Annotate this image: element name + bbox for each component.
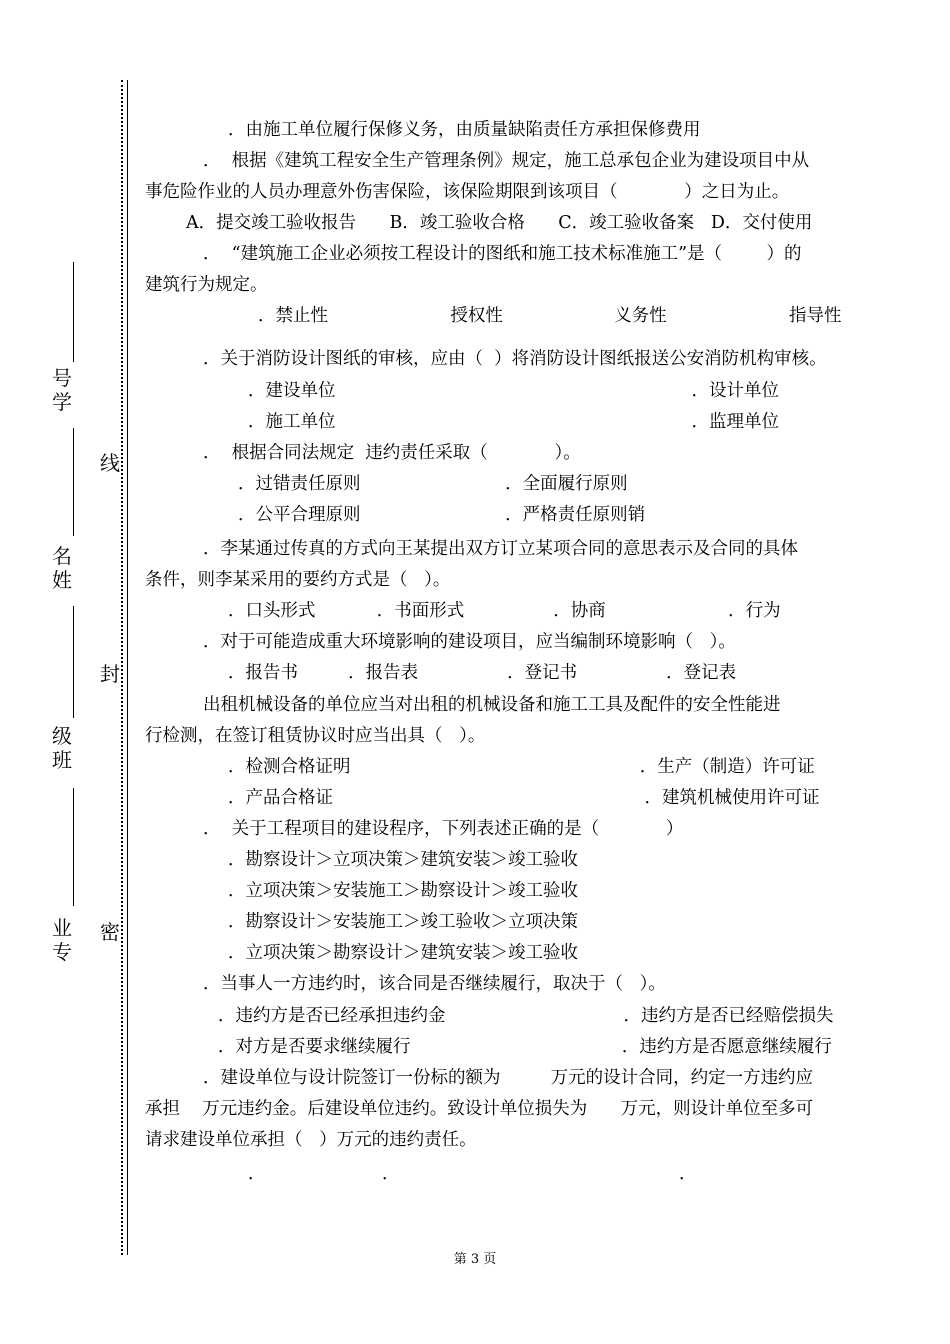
option-line: ．勘察设计＞立项决策＞建筑安装＞竣工验收	[228, 850, 578, 870]
binding-dotted-line	[121, 80, 128, 1255]
question-line: 出租机械设备的单位应当对出租的机械设备和施工工具及配件的安全性能进	[203, 695, 781, 715]
option-line: ．对方是否要求继续履行 ．违约方是否愿意继续履行	[218, 1037, 832, 1057]
option-line: ．产品合格证 ．建筑机械使用许可证	[228, 788, 820, 808]
name-label: 名姓	[52, 544, 72, 592]
option-line: ．口头形式 ．书面形式 ．协商 ．行为	[228, 601, 781, 621]
option-line: ．建设单位 ．设计单位	[248, 381, 780, 401]
option-line: ．	[248, 1164, 266, 1184]
option-line: ．	[382, 1164, 400, 1184]
option-line: ．禁止性 授权性 义务性 指导性	[258, 306, 842, 326]
option-line: ．立项决策＞安装施工＞勘察设计＞竣工验收	[228, 881, 578, 901]
option-line: ．公平合理原则 ．严格责任原则销	[238, 505, 646, 525]
question-line: 建筑行为规定。	[145, 275, 268, 295]
side-rule	[73, 262, 74, 362]
question-line: ． 根据合同法规定 违约责任采取（ ）。	[203, 443, 581, 463]
student-id-label: 号学	[52, 366, 72, 414]
seal-char-secret: 密	[100, 920, 120, 944]
option-line: ．	[679, 1164, 697, 1184]
question-line: 行检测，在签订租赁协议时应当出具（ ）。	[145, 726, 486, 746]
question-line: ．关于消防设计图纸的审核，应由（ ）将消防设计图纸报送公安消防机构审核。	[203, 349, 827, 369]
option-line: A．提交竣工验收报告 B．竣工验收合格 C．竣工验收备案 D．交付使用	[186, 213, 813, 233]
question-line: ．李某通过传真的方式向王某提出双方订立某项合同的意思表示及合同的具体	[203, 539, 798, 559]
question-line: ． “建筑施工企业必须按工程设计的图纸和施工技术标准施工”是（ ）的	[203, 244, 802, 264]
seal-char-seal: 封	[100, 662, 120, 686]
question-line: 条件，则李某采用的要约方式是（ ）。	[145, 570, 451, 590]
option-line: ．检测合格证明 ．生产（制造）许可证	[228, 757, 815, 777]
question-line: 请求建设单位承担（ ）万元的违约责任。	[145, 1130, 477, 1150]
side-rule	[73, 428, 74, 536]
seal-char-line: 线	[100, 451, 120, 475]
question-line: ． 关于工程项目的建设程序，下列表述正确的是（ ）	[203, 819, 684, 839]
side-rule	[73, 788, 74, 906]
option-line: ．施工单位 ．监理单位	[248, 412, 780, 432]
question-line: ． 根据《建筑工程安全生产管理条例》规定，施工总承包企业为建设项目中从	[203, 151, 810, 171]
question-line: 事危险作业的人员办理意外伤害保险，该保险期限到该项目（ ）之日为止。	[145, 182, 790, 202]
question-line: ．建设单位与设计院签订一份标的额为 万元的设计合同，约定一方违约应	[203, 1068, 814, 1088]
option-line: ．勘察设计＞安装施工＞竣工验收＞立项决策	[228, 912, 578, 932]
page-number: 第 3 页	[453, 1252, 497, 1267]
option-line: ．违约方是否已经承担违约金 ．违约方是否已经赔偿损失	[218, 1006, 834, 1026]
option-line: ．过错责任原则 ．全面履行原则	[238, 474, 628, 494]
question-line: ．对于可能造成重大环境影响的建设项目，应当编制环境影响（ ）。	[203, 632, 736, 652]
question-line: 承担 万元违约金。后建设单位违约。致设计单位损失为 万元，则设计单位至多可	[145, 1099, 814, 1119]
option-line: ．由施工单位履行保修义务，由质量缺陷责任方承担保修费用	[228, 120, 701, 140]
question-line: ．当事人一方违约时，该合同是否继续履行，取决于（ ）。	[203, 974, 666, 994]
side-rule	[73, 606, 74, 718]
major-label: 业专	[52, 916, 72, 964]
option-line: ．报告书 ．报告表 ．登记书 ．登记表	[228, 663, 737, 683]
class-label: 级班	[52, 724, 72, 772]
option-line: ．立项决策＞勘察设计＞建筑安装＞竣工验收	[228, 943, 578, 963]
